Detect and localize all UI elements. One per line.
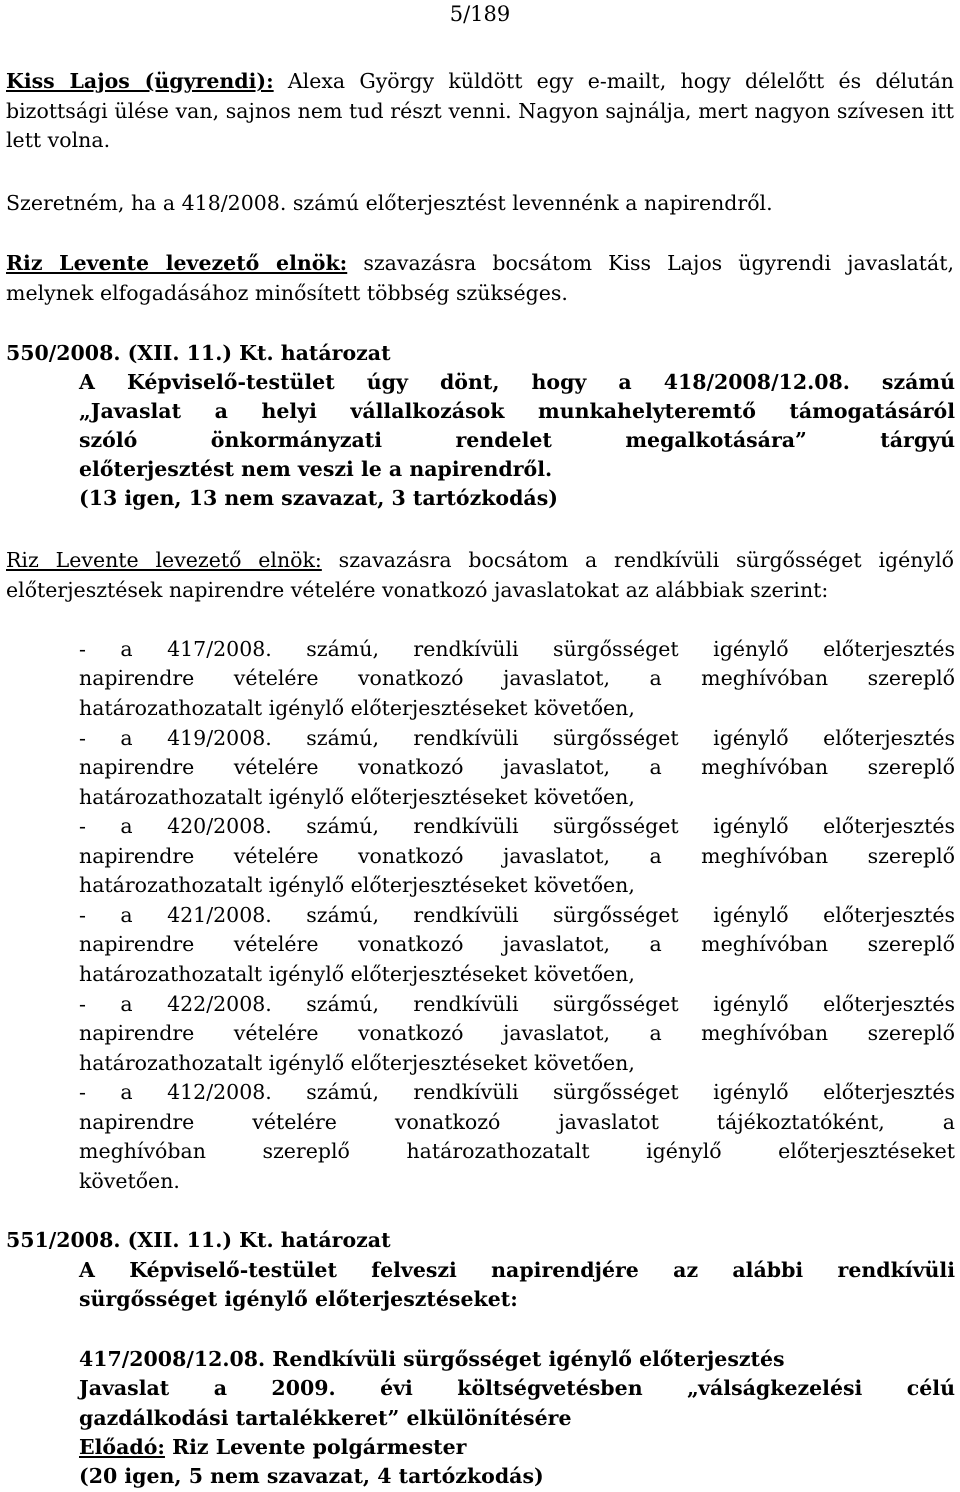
paragraph-text: Alexa György küldött egy e-mailt, hogy délelőtt és délután bizottsági ülése van, sajnos nem tud részt venni. Nagyon sajnálja, mert nagyon szívesen itt lett volna. <box>6 69 954 152</box>
list-item-line: - a 420/2008. számú, rendkívüli sürgősséget igénylő előterjesztés <box>79 814 955 838</box>
agenda-item-title: 417/2008/12.08. Rendkívüli sürgősséget igénylő előterjesztés <box>79 1347 785 1371</box>
list-item-line: határozathozatalt igénylő előterjesztéseket követően, <box>79 785 635 809</box>
list-item-line: határozathozatalt igénylő előterjesztéseket követően, <box>79 873 635 897</box>
list-item-line: napirendre vételére vonatkozó javaslatot, a meghívóban szereplő <box>79 666 955 690</box>
paragraph-text: szavazásra bocsátom Kiss Lajos ügyrendi javaslatát, melynek elfogadásához minősített többség szükséges. <box>6 251 954 305</box>
presenter-name: Riz Levente polgármester <box>164 1435 467 1459</box>
list-item-line: követően. <box>79 1169 180 1193</box>
speaker-name: Kiss Lajos (ügyrendi): <box>6 69 274 93</box>
paragraph-chair-vote-1 <box>6 249 954 308</box>
paragraph-text: szavazásra bocsátom a rendkívüli sürgősséget igénylő előterjesztések napirendre vételére vonatkozó javaslatokat az alábbiak szerint: <box>6 548 954 602</box>
list-item-line: - a 421/2008. számú, rendkívüli sürgősséget igénylő előterjesztés <box>79 903 955 927</box>
resolution-line: A Képviselő-testület úgy dönt, hogy a 418/2008/12.08. számú <box>79 370 955 394</box>
list-item-line: meghívóban szereplő határozathozatalt igénylő előterjesztéseket <box>79 1139 955 1163</box>
list-item-line: - a 412/2008. számú, rendkívüli sürgősséget igénylő előterjesztés <box>79 1080 955 1104</box>
resolution-line: „Javaslat a helyi vállalkozások munkahelyteremtő támogatásáról <box>79 399 955 423</box>
agenda-item-line: gazdálkodási tartalékkeret” elkülönítésére <box>79 1406 572 1430</box>
agenda-item-line: Javaslat a 2009. évi költségvetésben „válságkezelési célú <box>79 1376 955 1400</box>
resolution-number: 550/2008. (XII. 11.) Kt. határozat <box>6 341 391 365</box>
list-item-line: határozathozatalt igénylő előterjesztéseket követően, <box>79 1051 635 1075</box>
resolution-line: sürgősséget igénylő előterjesztéseket: <box>79 1287 518 1311</box>
list-item-line: napirendre vételére vonatkozó javaslatot, a meghívóban szereplő <box>79 755 955 779</box>
list-item-line: napirendre vételére vonatkozó javaslatot tájékoztatóként, a <box>79 1110 955 1134</box>
resolution-line: A Képviselő-testület felveszi napirendjére az alábbi rendkívüli <box>79 1258 955 1282</box>
resolution-line: előterjesztést nem veszi le a napirendről. <box>79 457 553 481</box>
presenter-line <box>79 1433 955 1463</box>
resolution-line: szóló önkormányzati rendelet megalkotására” tárgyú <box>79 428 955 452</box>
speaker-name: Riz Levente levezető elnök: <box>6 251 348 275</box>
list-item-line: - a 419/2008. számú, rendkívüli sürgősséget igénylő előterjesztés <box>79 726 955 750</box>
vote-result: (13 igen, 13 nem szavazat, 3 tartózkodás) <box>79 486 558 510</box>
paragraph-kiss-lajos <box>6 67 954 156</box>
paragraph-chair-vote-2 <box>6 546 954 605</box>
list-item-line: napirendre vételére vonatkozó javaslatot, a meghívóban szereplő <box>79 1021 955 1045</box>
list-item-line: napirendre vételére vonatkozó javaslatot, a meghívóban szereplő <box>79 844 955 868</box>
list-item-line: - a 422/2008. számú, rendkívüli sürgősséget igénylő előterjesztés <box>79 992 955 1016</box>
presenter-label: Előadó: <box>79 1435 165 1459</box>
paragraph-request: Szeretném, ha a 418/2008. számú előterjesztést levennénk a napirendről. <box>6 191 773 215</box>
resolution-number: 551/2008. (XII. 11.) Kt. határozat <box>6 1228 391 1252</box>
list-item-line: határozathozatalt igénylő előterjesztéseket követően, <box>79 962 635 986</box>
list-item-line: határozathozatalt igénylő előterjesztéseket követően, <box>79 696 635 720</box>
vote-result: (20 igen, 5 nem szavazat, 4 tartózkodás) <box>79 1464 544 1488</box>
list-item-line: - a 417/2008. számú, rendkívüli sürgősséget igénylő előterjesztés <box>79 637 955 661</box>
speaker-name: Riz Levente levezető elnök: <box>6 548 322 572</box>
page-number: 5/189 <box>449 2 511 26</box>
list-item-line: napirendre vételére vonatkozó javaslatot, a meghívóban szereplő <box>79 932 955 956</box>
